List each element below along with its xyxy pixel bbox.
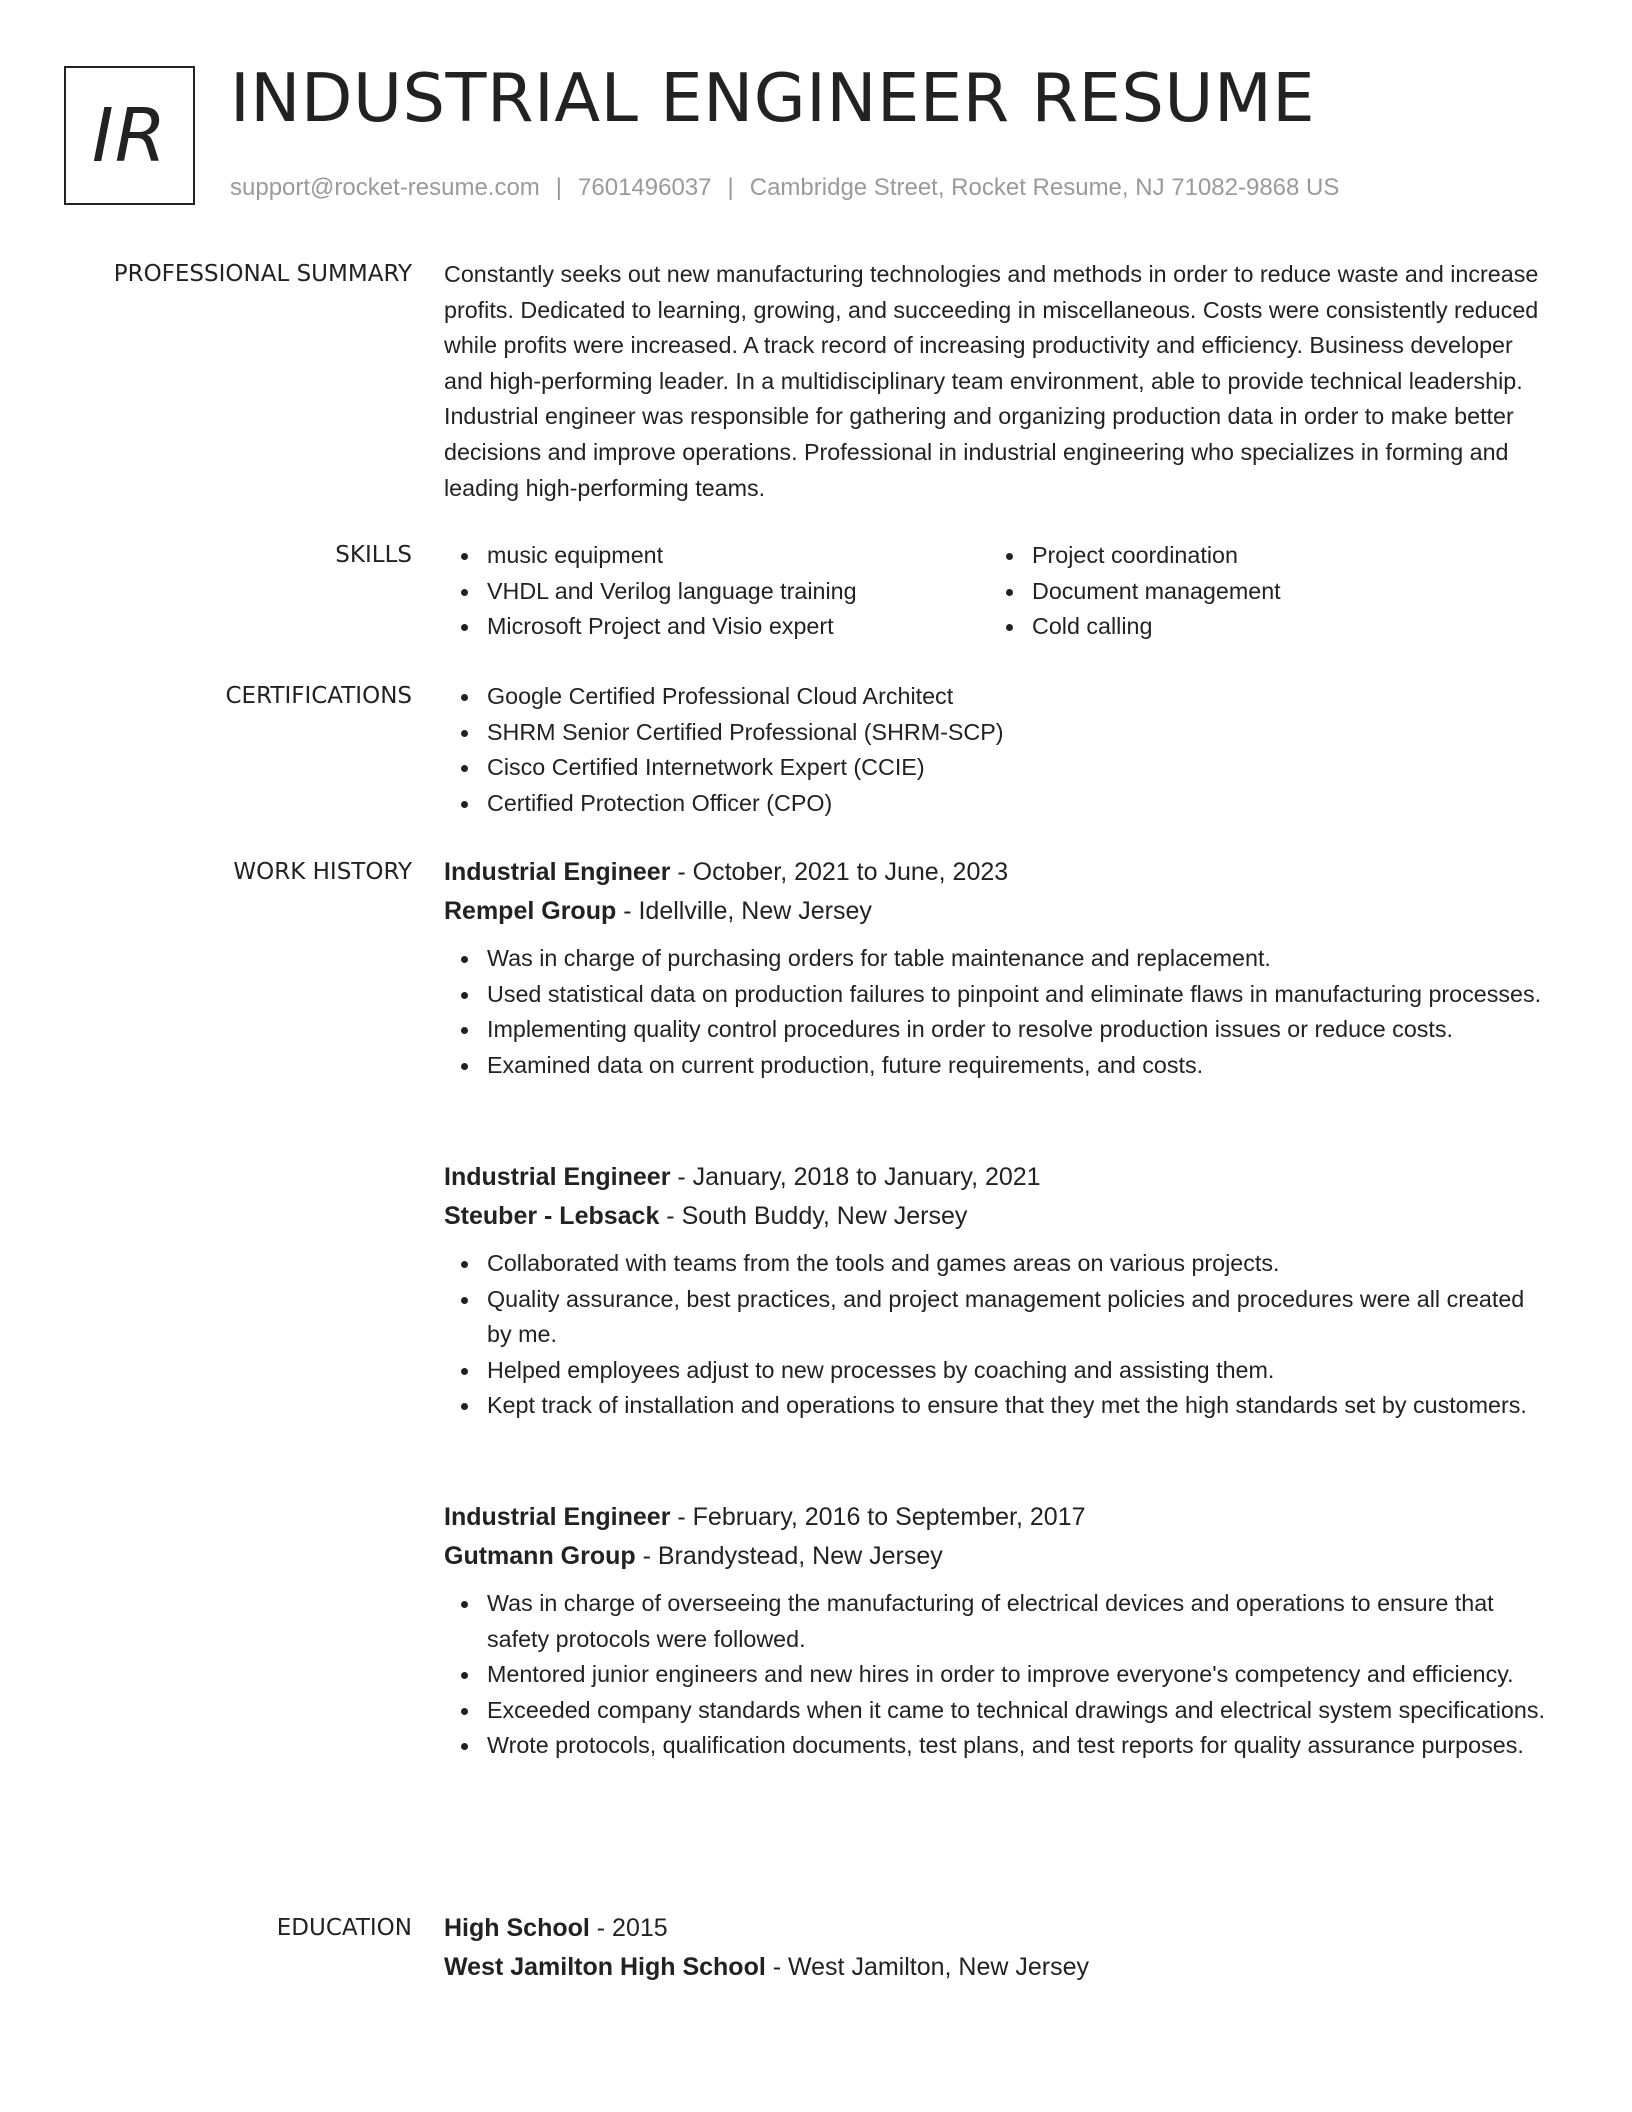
contact-phone[interactable]: 7601496037	[578, 174, 712, 201]
contact-line	[230, 174, 1339, 202]
summary-text: Constantly seeks out new manufacturing technologies and methods in order to reduce waste and increase profits. Dedicated to learning, growing, and succeeding in miscellaneous. Costs were consistently reduced while profits were increased. A track record of increasing productivity and efficiency. Business developer and high-performing leader. In a multidisciplinary team environment, able to provide technical leadership. Industrial engineer was responsible for gathering and organizing production data in order to make better decisions and improve operations. Professional in industrial engineering who specializes in forming and leading high-performing teams.	[444, 261, 1539, 501]
job-entry	[444, 853, 1554, 1083]
skill-item: Microsoft Project and Visio expert	[444, 609, 989, 645]
skills-grid	[444, 538, 1554, 645]
certification-item: Certified Protection Officer (CPO)	[444, 786, 1554, 822]
section-label: SKILLS	[335, 542, 412, 568]
job-title-line: Industrial Engineer - January, 2018 to January, 2021	[444, 1163, 1041, 1191]
job-bullet: Wrote protocols, qualification documents, test plans, and test reports for quality assurance purposes.	[444, 1728, 1554, 1764]
certifications-list	[444, 679, 1554, 821]
job-company-line: Gutmann Group - Brandystead, New Jersey	[444, 1542, 943, 1570]
certification-item: SHRM Senior Certified Professional (SHRM-SCP)	[444, 715, 1554, 751]
section-label: CERTIFICATIONS	[225, 683, 412, 709]
job-bullet: Collaborated with teams from the tools and games areas on various projects.	[444, 1246, 1554, 1282]
skill-item: Cold calling	[989, 609, 1534, 645]
job-bullet: Was in charge of overseeing the manufacturing of electrical devices and operations to ensure that safety protocols were followed.	[444, 1586, 1554, 1657]
education-entry	[444, 1909, 1554, 1987]
job-bullet: Implementing quality control procedures in order to resolve production issues or reduce costs.	[444, 1012, 1554, 1048]
skill-item: Document management	[989, 574, 1534, 610]
contact-separator: |	[727, 174, 734, 201]
job-bullet: Helped employees adjust to new processes by coaching and assisting them.	[444, 1353, 1554, 1389]
contact-separator: |	[555, 174, 563, 201]
certification-item: Cisco Certified Internetwork Expert (CCIE)	[444, 750, 1554, 786]
job-bullets	[444, 941, 1554, 1083]
section-label: WORK HISTORY	[233, 859, 412, 885]
certification-item: Google Certified Professional Cloud Architect	[444, 679, 1554, 715]
skill-item: VHDL and Verilog language training	[444, 574, 989, 610]
skill-item: Project coordination	[989, 538, 1534, 574]
skills-list-left	[444, 538, 989, 645]
section-label: EDUCATION	[276, 1915, 412, 1941]
job-company-line: Steuber - Lebsack - South Buddy, New Jersey	[444, 1202, 968, 1230]
job-bullet: Kept track of installation and operations to ensure that they met the high standards set by customers.	[444, 1388, 1554, 1424]
job-entry	[444, 1158, 1554, 1424]
job-bullet: Was in charge of purchasing orders for table maintenance and replacement.	[444, 941, 1554, 977]
job-bullet: Quality assurance, best practices, and project management policies and procedures were all created by me.	[444, 1282, 1554, 1353]
contact-email[interactable]: support@rocket-resume.com	[230, 174, 540, 201]
skill-item: music equipment	[444, 538, 989, 574]
education-degree-line: High School - 2015	[444, 1914, 668, 1942]
contact-address: Cambridge Street, Rocket Resume, NJ 71082-9868 US	[749, 174, 1340, 201]
job-entry	[444, 1498, 1554, 1764]
skills-list-right	[989, 538, 1534, 645]
job-bullets	[444, 1586, 1554, 1764]
certifications-body	[444, 679, 1554, 821]
monogram-logo: IR	[64, 66, 195, 205]
job-bullet: Examined data on current production, future requirements, and costs.	[444, 1048, 1554, 1084]
job-bullet: Exceeded company standards when it came to technical drawings and electrical system specifications.	[444, 1693, 1554, 1729]
resume-title: INDUSTRIAL ENGINEER RESUME	[230, 59, 1316, 137]
section-label: PROFESSIONAL SUMMARY	[113, 261, 412, 287]
job-title-line: Industrial Engineer - October, 2021 to June, 2023	[444, 858, 1009, 886]
job-bullet: Mentored junior engineers and new hires in order to improve everyone's competency and efficiency.	[444, 1657, 1554, 1693]
job-bullet: Used statistical data on production failures to pinpoint and eliminate flaws in manufacturing processes.	[444, 977, 1554, 1013]
job-title-line: Industrial Engineer - February, 2016 to September, 2017	[444, 1503, 1086, 1531]
education-school-line: West Jamilton High School - West Jamilton, New Jersey	[444, 1953, 1090, 1981]
job-bullets	[444, 1246, 1554, 1424]
job-company-line: Rempel Group - Idellville, New Jersey	[444, 897, 872, 925]
